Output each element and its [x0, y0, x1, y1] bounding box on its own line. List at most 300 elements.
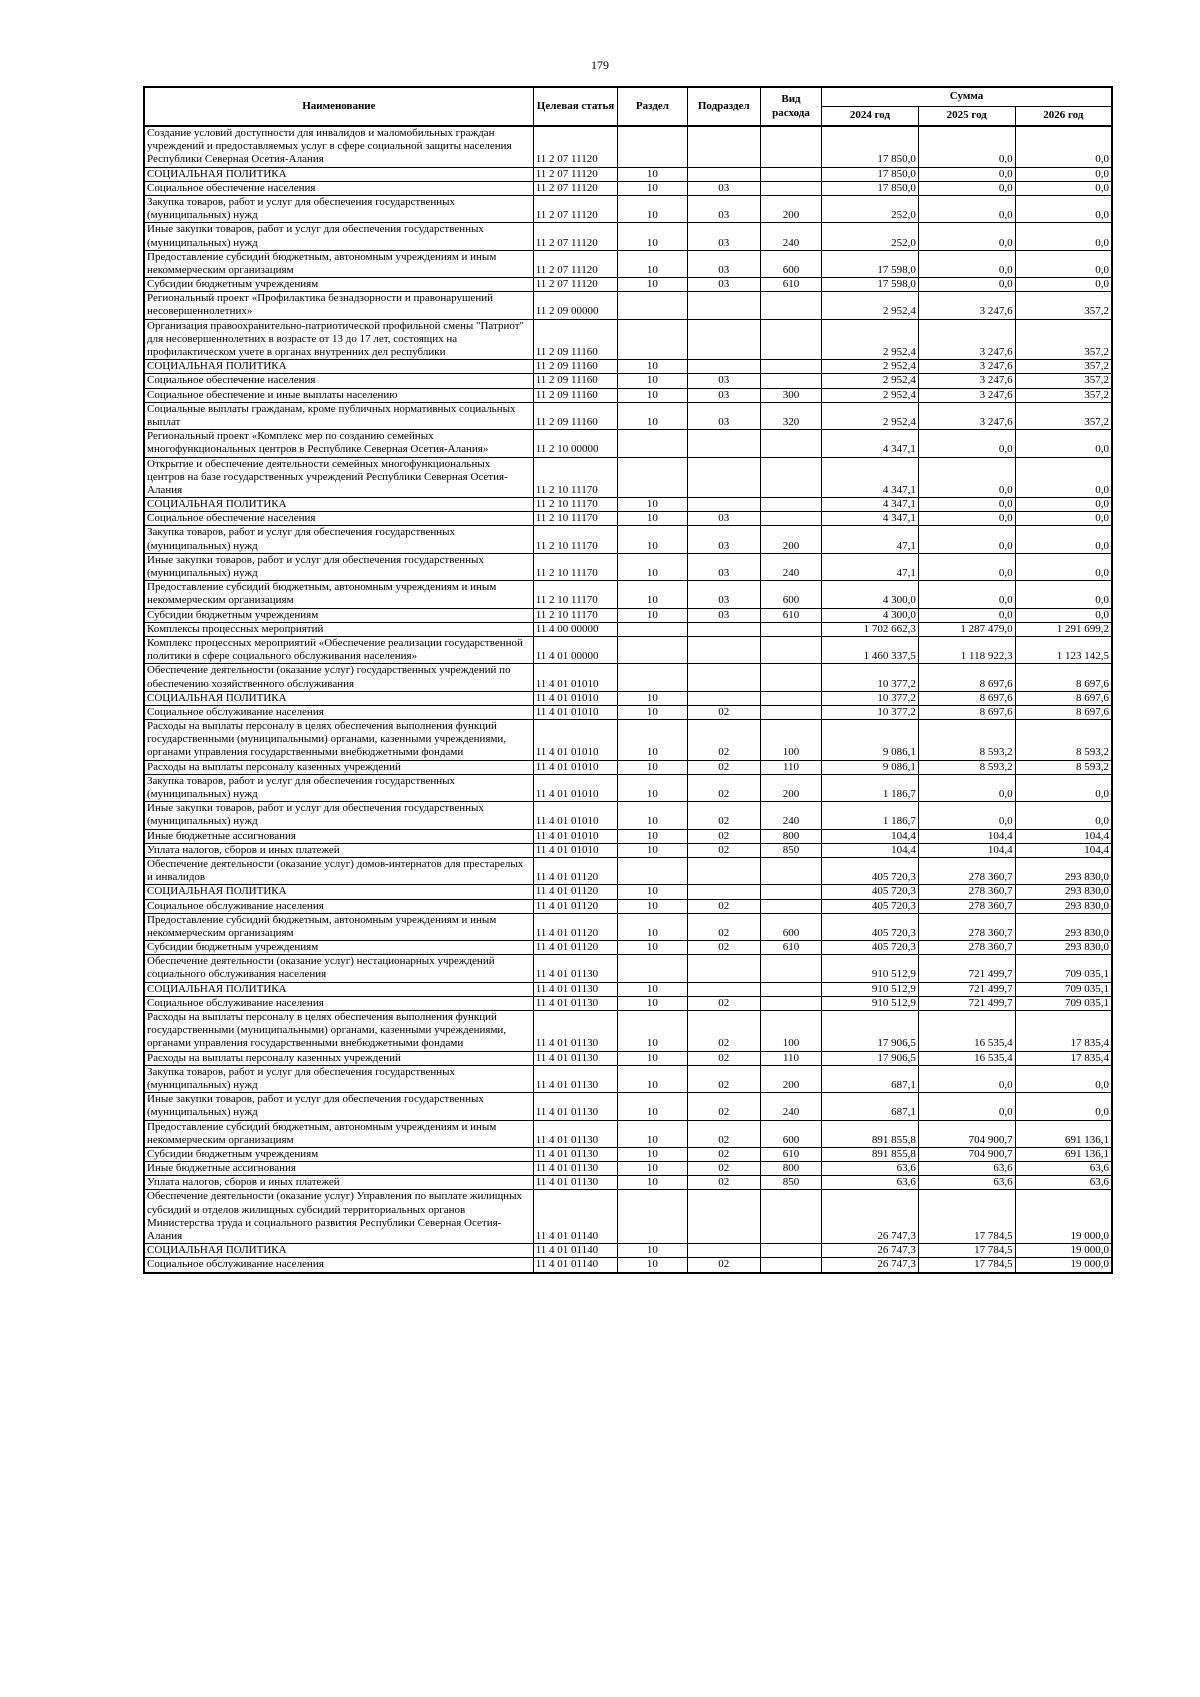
row-name: Комплекс процессных мероприятий «Обеспечение реализации государственной политики в сфере социального обслуживания населения» — [144, 636, 533, 663]
subsection-code: 02 — [687, 941, 760, 955]
amount-2026: 0,0 — [1015, 512, 1112, 526]
section-code — [618, 1190, 687, 1244]
amount-2025: 0,0 — [918, 167, 1015, 181]
row-name: Комплексы процессных мероприятий — [144, 622, 533, 636]
amount-2025: 17 784,5 — [918, 1258, 1015, 1273]
table-row — [144, 857, 1112, 884]
section-code: 10 — [618, 1147, 687, 1161]
row-name: Социальное обслуживание населения — [144, 1258, 533, 1273]
header-expense-type: Вид расхода — [760, 87, 821, 126]
row-name: Субсидии бюджетным учреждениям — [144, 941, 533, 955]
target-article: 11 4 01 01010 — [533, 802, 618, 829]
table-row — [144, 1258, 1112, 1273]
section-code: 10 — [618, 608, 687, 622]
subsection-code: 02 — [687, 760, 760, 774]
amount-2025: 3 247,6 — [918, 360, 1015, 374]
amount-2026: 293 830,0 — [1015, 913, 1112, 940]
table-row — [144, 802, 1112, 829]
subsection-code: 02 — [687, 1258, 760, 1273]
table-row — [144, 402, 1112, 429]
amount-2024: 47,1 — [822, 553, 919, 580]
section-code: 10 — [618, 913, 687, 940]
table-row — [144, 913, 1112, 940]
subsection-code — [687, 955, 760, 982]
amount-2024: 17 850,0 — [822, 167, 919, 181]
expense-type-code: 300 — [760, 388, 821, 402]
table-row — [144, 1147, 1112, 1161]
section-code — [618, 430, 687, 457]
amount-2026: 8 697,6 — [1015, 705, 1112, 719]
table-row — [144, 292, 1112, 319]
table-row — [144, 319, 1112, 360]
row-name: Социальное обеспечение населения — [144, 181, 533, 195]
section-code: 10 — [618, 885, 687, 899]
table-row — [144, 278, 1112, 292]
expense-type-code — [760, 1190, 821, 1244]
amount-2024: 1 702 662,3 — [822, 622, 919, 636]
amount-2025: 104,4 — [918, 843, 1015, 857]
amount-2025: 0,0 — [918, 608, 1015, 622]
expense-type-code: 110 — [760, 1051, 821, 1065]
subsection-code — [687, 622, 760, 636]
subsection-code — [687, 636, 760, 663]
section-code: 10 — [618, 829, 687, 843]
target-article: 11 4 01 01010 — [533, 691, 618, 705]
amount-2024: 17 906,5 — [822, 1011, 919, 1052]
section-code: 10 — [618, 941, 687, 955]
table-row — [144, 691, 1112, 705]
amount-2025: 0,0 — [918, 1065, 1015, 1092]
amount-2024: 2 952,4 — [822, 360, 919, 374]
target-article: 11 2 10 11170 — [533, 581, 618, 608]
target-article: 11 4 01 01130 — [533, 1162, 618, 1176]
amount-2024: 17 906,5 — [822, 1051, 919, 1065]
amount-2026: 0,0 — [1015, 278, 1112, 292]
section-code: 10 — [618, 1051, 687, 1065]
amount-2025: 0,0 — [918, 278, 1015, 292]
section-code: 10 — [618, 581, 687, 608]
row-name: Обеспечение деятельности (оказание услуг) государственных учреждений по обеспечению хозяйственного обслуживания — [144, 664, 533, 691]
amount-2025: 16 535,4 — [918, 1051, 1015, 1065]
subsection-code — [687, 498, 760, 512]
expense-type-code — [760, 705, 821, 719]
amount-2025: 0,0 — [918, 774, 1015, 801]
expense-type-code — [760, 360, 821, 374]
expense-type-code: 850 — [760, 843, 821, 857]
row-name: СОЦИАЛЬНАЯ ПОЛИТИКА — [144, 1244, 533, 1258]
expense-type-code — [760, 126, 821, 167]
expense-type-code: 600 — [760, 1120, 821, 1147]
row-name: Субсидии бюджетным учреждениям — [144, 278, 533, 292]
subsection-code — [687, 360, 760, 374]
section-code: 10 — [618, 1176, 687, 1190]
subsection-code — [687, 319, 760, 360]
amount-2025: 16 535,4 — [918, 1011, 1015, 1052]
row-name: Уплата налогов, сборов и иных платежей — [144, 1176, 533, 1190]
amount-2024: 2 952,4 — [822, 402, 919, 429]
table-row — [144, 250, 1112, 277]
amount-2025: 3 247,6 — [918, 388, 1015, 402]
target-article: 11 4 01 01130 — [533, 1176, 618, 1190]
subsection-code — [687, 691, 760, 705]
section-code — [618, 457, 687, 498]
expense-type-code — [760, 1244, 821, 1258]
table-row — [144, 1093, 1112, 1120]
expense-type-code — [760, 498, 821, 512]
target-article: 11 2 09 11160 — [533, 374, 618, 388]
section-code: 10 — [618, 705, 687, 719]
expense-type-code — [760, 512, 821, 526]
table-row — [144, 374, 1112, 388]
amount-2026: 0,0 — [1015, 553, 1112, 580]
row-name: Иные закупки товаров, работ и услуг для обеспечения государственных (муниципальных) нужд — [144, 553, 533, 580]
amount-2024: 252,0 — [822, 223, 919, 250]
target-article: 11 4 01 01010 — [533, 829, 618, 843]
target-article: 11 4 01 01010 — [533, 705, 618, 719]
table-row — [144, 982, 1112, 996]
amount-2026: 19 000,0 — [1015, 1244, 1112, 1258]
amount-2025: 17 784,5 — [918, 1244, 1015, 1258]
subsection-code: 02 — [687, 913, 760, 940]
expense-type-code — [760, 622, 821, 636]
amount-2025: 0,0 — [918, 1093, 1015, 1120]
table-row — [144, 181, 1112, 195]
target-article: 11 2 09 11160 — [533, 402, 618, 429]
amount-2025: 721 499,7 — [918, 955, 1015, 982]
table-row — [144, 223, 1112, 250]
target-article: 11 4 01 01120 — [533, 857, 618, 884]
table-row — [144, 608, 1112, 622]
amount-2025: 278 360,7 — [918, 913, 1015, 940]
amount-2025: 0,0 — [918, 802, 1015, 829]
amount-2026: 19 000,0 — [1015, 1190, 1112, 1244]
amount-2024: 405 720,3 — [822, 913, 919, 940]
target-article: 11 4 01 01120 — [533, 913, 618, 940]
subsection-code — [687, 885, 760, 899]
section-code: 10 — [618, 223, 687, 250]
amount-2025: 704 900,7 — [918, 1120, 1015, 1147]
amount-2026: 0,0 — [1015, 526, 1112, 553]
row-name: СОЦИАЛЬНАЯ ПОЛИТИКА — [144, 360, 533, 374]
row-name: Субсидии бюджетным учреждениям — [144, 608, 533, 622]
expense-type-code: 100 — [760, 720, 821, 761]
table-row — [144, 829, 1112, 843]
subsection-code: 03 — [687, 402, 760, 429]
subsection-code: 02 — [687, 1162, 760, 1176]
subsection-code — [687, 1190, 760, 1244]
subsection-code: 03 — [687, 526, 760, 553]
subsection-code: 03 — [687, 278, 760, 292]
amount-2026: 0,0 — [1015, 1065, 1112, 1092]
amount-2025: 0,0 — [918, 526, 1015, 553]
amount-2025: 0,0 — [918, 195, 1015, 222]
table-row — [144, 457, 1112, 498]
target-article: 11 2 10 11170 — [533, 526, 618, 553]
header-target: Целевая статья — [533, 87, 618, 126]
table-row — [144, 126, 1112, 167]
subsection-code: 02 — [687, 1051, 760, 1065]
amount-2024: 405 720,3 — [822, 899, 919, 913]
target-article: 11 4 01 01130 — [533, 1051, 618, 1065]
expense-type-code: 240 — [760, 802, 821, 829]
section-code: 10 — [618, 760, 687, 774]
budget-table — [143, 86, 1113, 1274]
section-code — [618, 622, 687, 636]
table-row — [144, 996, 1112, 1010]
amount-2024: 9 086,1 — [822, 760, 919, 774]
section-code: 10 — [618, 250, 687, 277]
amount-2026: 63,6 — [1015, 1162, 1112, 1176]
amount-2025: 8 697,6 — [918, 705, 1015, 719]
amount-2025: 278 360,7 — [918, 941, 1015, 955]
row-name: Социальное обслуживание населения — [144, 705, 533, 719]
row-name: Социальные выплаты гражданам, кроме публичных нормативных социальных выплат — [144, 402, 533, 429]
row-name: Закупка товаров, работ и услуг для обеспечения государственных (муниципальных) нужд — [144, 195, 533, 222]
amount-2026: 357,2 — [1015, 402, 1112, 429]
expense-type-code: 610 — [760, 278, 821, 292]
amount-2026: 0,0 — [1015, 223, 1112, 250]
subsection-code: 03 — [687, 581, 760, 608]
target-article: 11 2 10 11170 — [533, 498, 618, 512]
expense-type-code: 610 — [760, 941, 821, 955]
amount-2025: 3 247,6 — [918, 319, 1015, 360]
target-article: 11 4 01 01010 — [533, 774, 618, 801]
amount-2025: 63,6 — [918, 1162, 1015, 1176]
page-number: 179 — [591, 58, 609, 72]
table-row — [144, 360, 1112, 374]
amount-2024: 2 952,4 — [822, 374, 919, 388]
header-sum: Сумма — [822, 87, 1112, 107]
section-code: 10 — [618, 774, 687, 801]
amount-2026: 357,2 — [1015, 292, 1112, 319]
amount-2026: 0,0 — [1015, 581, 1112, 608]
amount-2026: 19 000,0 — [1015, 1258, 1112, 1273]
section-code: 10 — [618, 1244, 687, 1258]
amount-2026: 357,2 — [1015, 360, 1112, 374]
target-article: 11 4 01 01130 — [533, 1093, 618, 1120]
table-row — [144, 553, 1112, 580]
section-code: 10 — [618, 498, 687, 512]
section-code: 10 — [618, 374, 687, 388]
amount-2024: 4 347,1 — [822, 457, 919, 498]
amount-2026: 1 123 142,5 — [1015, 636, 1112, 663]
amount-2025: 1 287 479,0 — [918, 622, 1015, 636]
amount-2025: 0,0 — [918, 223, 1015, 250]
target-article: 11 2 10 11170 — [533, 553, 618, 580]
table-row — [144, 664, 1112, 691]
row-name: Закупка товаров, работ и услуг для обеспечения государственных (муниципальных) нужд — [144, 1065, 533, 1092]
section-code: 10 — [618, 360, 687, 374]
row-name: Организация правоохранительно-патриотической профильной смены "Патриот" для несовершеннолетних в возрасте от 13 до 17 лет, состоящих на профилактическом учете в органах внутренних дел республики — [144, 319, 533, 360]
table-row — [144, 1120, 1112, 1147]
table-row — [144, 705, 1112, 719]
subsection-code: 03 — [687, 553, 760, 580]
table-row — [144, 167, 1112, 181]
row-name: Уплата налогов, сборов и иных платежей — [144, 843, 533, 857]
amount-2024: 4 300,0 — [822, 608, 919, 622]
amount-2025: 8 697,6 — [918, 691, 1015, 705]
target-article: 11 2 10 11170 — [533, 512, 618, 526]
section-code: 10 — [618, 402, 687, 429]
target-article: 11 2 07 11120 — [533, 278, 618, 292]
row-name: Обеспечение деятельности (оказание услуг) Управления по выплате жилищных субсидий и отделов жилищных субсидий территориальных органов Министерства труда и социального развития Республики Северная Осетия-Алания — [144, 1190, 533, 1244]
amount-2026: 691 136,1 — [1015, 1147, 1112, 1161]
amount-2024: 252,0 — [822, 195, 919, 222]
amount-2024: 1 186,7 — [822, 774, 919, 801]
amount-2025: 1 118 922,3 — [918, 636, 1015, 663]
target-article: 11 4 01 01010 — [533, 760, 618, 774]
expense-type-code: 600 — [760, 913, 821, 940]
subsection-code: 03 — [687, 388, 760, 402]
amount-2025: 0,0 — [918, 581, 1015, 608]
table-row — [144, 388, 1112, 402]
amount-2025: 704 900,7 — [918, 1147, 1015, 1161]
table-row — [144, 1011, 1112, 1052]
expense-type-code — [760, 319, 821, 360]
expense-type-code — [760, 955, 821, 982]
row-name: Иные бюджетные ассигнования — [144, 829, 533, 843]
subsection-code: 02 — [687, 1147, 760, 1161]
amount-2026: 0,0 — [1015, 1093, 1112, 1120]
amount-2026: 17 835,4 — [1015, 1051, 1112, 1065]
row-name: Создание условий доступности для инвалидов и маломобильных граждан учреждений и предоставляемых услуг в сфере социальной защиты населения Республики Северная Осетия-Алания — [144, 126, 533, 167]
amount-2025: 0,0 — [918, 430, 1015, 457]
amount-2026: 357,2 — [1015, 319, 1112, 360]
expense-type-code — [760, 982, 821, 996]
expense-type-code — [760, 636, 821, 663]
subsection-code: 02 — [687, 1065, 760, 1092]
subsection-code: 03 — [687, 512, 760, 526]
expense-type-code — [760, 167, 821, 181]
row-name: Открытие и обеспечение деятельности семейных многофункциональных центров на базе государственных учреждений Республики Северная Осетия-Алания — [144, 457, 533, 498]
section-code: 10 — [618, 195, 687, 222]
amount-2025: 17 784,5 — [918, 1190, 1015, 1244]
subsection-code — [687, 982, 760, 996]
amount-2024: 405 720,3 — [822, 885, 919, 899]
row-name: Социальное обеспечение и иные выплаты населению — [144, 388, 533, 402]
amount-2026: 0,0 — [1015, 430, 1112, 457]
amount-2026: 0,0 — [1015, 457, 1112, 498]
amount-2024: 10 377,2 — [822, 664, 919, 691]
amount-2024: 910 512,9 — [822, 982, 919, 996]
target-article: 11 2 10 11170 — [533, 457, 618, 498]
table-row — [144, 899, 1112, 913]
subsection-code: 03 — [687, 250, 760, 277]
row-name: Иные закупки товаров, работ и услуг для обеспечения государственных (муниципальных) нужд — [144, 223, 533, 250]
amount-2026: 293 830,0 — [1015, 899, 1112, 913]
expense-type-code: 100 — [760, 1011, 821, 1052]
section-code — [618, 636, 687, 663]
table-row — [144, 526, 1112, 553]
row-name: Закупка товаров, работ и услуг для обеспечения государственных (муниципальных) нужд — [144, 526, 533, 553]
target-article: 11 4 01 01130 — [533, 1011, 618, 1052]
amount-2026: 1 291 699,2 — [1015, 622, 1112, 636]
subsection-code: 02 — [687, 829, 760, 843]
subsection-code: 02 — [687, 802, 760, 829]
amount-2026: 293 830,0 — [1015, 885, 1112, 899]
amount-2026: 709 035,1 — [1015, 996, 1112, 1010]
amount-2024: 104,4 — [822, 829, 919, 843]
row-name: Расходы на выплаты персоналу казенных учреждений — [144, 1051, 533, 1065]
table-row — [144, 760, 1112, 774]
amount-2026: 0,0 — [1015, 802, 1112, 829]
amount-2026: 104,4 — [1015, 829, 1112, 843]
amount-2026: 0,0 — [1015, 498, 1112, 512]
subsection-code — [687, 1244, 760, 1258]
section-code: 10 — [618, 1258, 687, 1273]
amount-2024: 17 598,0 — [822, 278, 919, 292]
subsection-code: 02 — [687, 843, 760, 857]
amount-2025: 278 360,7 — [918, 885, 1015, 899]
section-code — [618, 126, 687, 167]
table-row — [144, 1051, 1112, 1065]
amount-2024: 10 377,2 — [822, 705, 919, 719]
section-code: 10 — [618, 720, 687, 761]
target-article: 11 2 10 11170 — [533, 608, 618, 622]
row-name: Расходы на выплаты персоналу в целях обеспечения выполнения функций государственными (муниципальными) органами, казенными учреждениями, органами управления государственными внебюджетными фондами — [144, 1011, 533, 1052]
section-code: 10 — [618, 843, 687, 857]
subsection-code: 02 — [687, 1120, 760, 1147]
amount-2026: 293 830,0 — [1015, 941, 1112, 955]
expense-type-code — [760, 664, 821, 691]
section-code: 10 — [618, 996, 687, 1010]
row-name: СОЦИАЛЬНАЯ ПОЛИТИКА — [144, 885, 533, 899]
amount-2026: 8 697,6 — [1015, 664, 1112, 691]
target-article: 11 2 07 11120 — [533, 126, 618, 167]
amount-2026: 104,4 — [1015, 843, 1112, 857]
amount-2024: 2 952,4 — [822, 319, 919, 360]
target-article: 11 2 07 11120 — [533, 167, 618, 181]
amount-2025: 3 247,6 — [918, 402, 1015, 429]
target-article: 11 4 01 01130 — [533, 1120, 618, 1147]
subsection-code: 02 — [687, 1011, 760, 1052]
amount-2025: 0,0 — [918, 512, 1015, 526]
section-code: 10 — [618, 553, 687, 580]
header-name: Наименование — [144, 87, 533, 126]
amount-2026: 63,6 — [1015, 1176, 1112, 1190]
row-name: СОЦИАЛЬНАЯ ПОЛИТИКА — [144, 982, 533, 996]
subsection-code — [687, 292, 760, 319]
section-code: 10 — [618, 691, 687, 705]
amount-2026: 293 830,0 — [1015, 857, 1112, 884]
amount-2026: 709 035,1 — [1015, 982, 1112, 996]
section-code: 10 — [618, 278, 687, 292]
row-name: Предоставление субсидий бюджетным, автономным учреждениям и иным некоммерческим организациям — [144, 250, 533, 277]
expense-type-code — [760, 996, 821, 1010]
amount-2026: 0,0 — [1015, 126, 1112, 167]
expense-type-code: 200 — [760, 1065, 821, 1092]
subsection-code — [687, 167, 760, 181]
row-name: Социальное обслуживание населения — [144, 899, 533, 913]
amount-2025: 3 247,6 — [918, 292, 1015, 319]
table-row — [144, 941, 1112, 955]
subsection-code — [687, 126, 760, 167]
amount-2024: 2 952,4 — [822, 292, 919, 319]
expense-type-code: 800 — [760, 1162, 821, 1176]
amount-2025: 0,0 — [918, 553, 1015, 580]
table-row — [144, 955, 1112, 982]
row-name: Расходы на выплаты персоналу казенных учреждений — [144, 760, 533, 774]
amount-2024: 17 850,0 — [822, 181, 919, 195]
target-article: 11 4 01 01120 — [533, 885, 618, 899]
target-article: 11 4 01 01010 — [533, 843, 618, 857]
expense-type-code — [760, 430, 821, 457]
amount-2025: 278 360,7 — [918, 857, 1015, 884]
amount-2024: 910 512,9 — [822, 955, 919, 982]
section-code: 10 — [618, 526, 687, 553]
amount-2026: 0,0 — [1015, 181, 1112, 195]
expense-type-code — [760, 1258, 821, 1273]
